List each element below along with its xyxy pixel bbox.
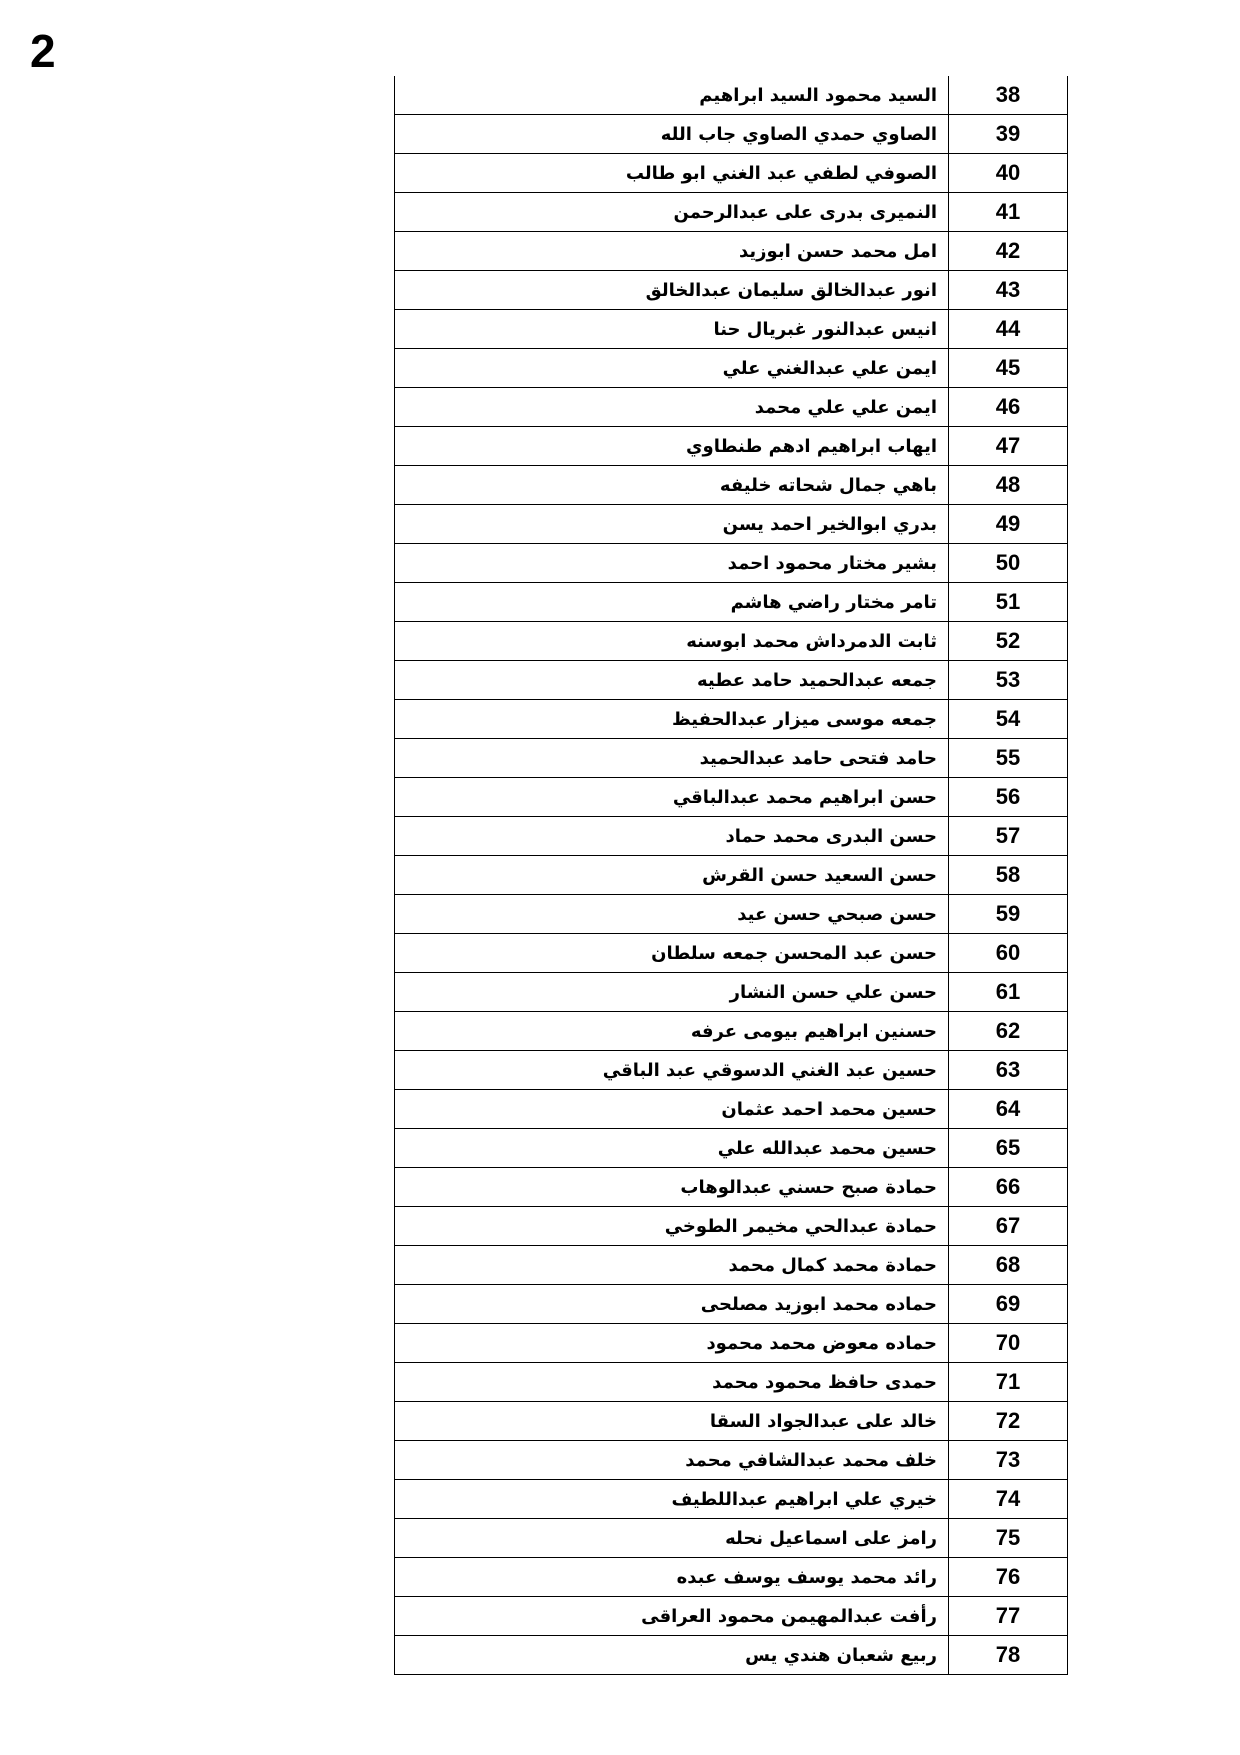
row-number-cell: 66: [949, 1168, 1068, 1207]
row-number-cell: 44: [949, 310, 1068, 349]
row-number-cell: 56: [949, 778, 1068, 817]
table-row: [395, 1090, 1068, 1129]
name-cell: حسنين ابراهيم بيومى عرفه: [395, 1012, 949, 1051]
name-cell: خلف محمد عبدالشافي محمد: [395, 1441, 949, 1480]
table-row: [395, 934, 1068, 973]
name-cell: النميرى بدرى على عبدالرحمن: [395, 193, 949, 232]
name-cell: انور عبدالخالق سليمان عبدالخالق: [395, 271, 949, 310]
table-row: [395, 505, 1068, 544]
name-cell: الصاوي حمدي الصاوي جاب الله: [395, 115, 949, 154]
name-cell: بدري ابوالخير احمد يسن: [395, 505, 949, 544]
row-number-cell: 67: [949, 1207, 1068, 1246]
name-cell: حسن علي حسن النشار: [395, 973, 949, 1012]
table-row: [395, 817, 1068, 856]
row-number-cell: 59: [949, 895, 1068, 934]
table-row: [395, 349, 1068, 388]
name-cell: حماده محمد ابوزيد مصلحى: [395, 1285, 949, 1324]
row-number-cell: 63: [949, 1051, 1068, 1090]
row-number-cell: 46: [949, 388, 1068, 427]
row-number-cell: 72: [949, 1402, 1068, 1441]
table-row: [395, 1636, 1068, 1675]
row-number-cell: 38: [949, 76, 1068, 115]
table-row: [395, 1519, 1068, 1558]
name-cell: حمادة محمد كمال محمد: [395, 1246, 949, 1285]
name-cell: حسين محمد احمد عثمان: [395, 1090, 949, 1129]
row-number-cell: 58: [949, 856, 1068, 895]
table-row: [395, 232, 1068, 271]
table-row: [395, 466, 1068, 505]
row-number-cell: 53: [949, 661, 1068, 700]
row-number-cell: 73: [949, 1441, 1068, 1480]
table-row: [395, 1324, 1068, 1363]
table-row: [395, 1246, 1068, 1285]
row-number-cell: 51: [949, 583, 1068, 622]
name-cell: حسين عبد الغني الدسوقي عبد الباقي: [395, 1051, 949, 1090]
row-number-cell: 47: [949, 427, 1068, 466]
name-cell: حمدى حافظ محمود محمد: [395, 1363, 949, 1402]
row-number-cell: 52: [949, 622, 1068, 661]
table-row: [395, 1558, 1068, 1597]
name-cell: جمعه عبدالحميد حامد عطيه: [395, 661, 949, 700]
row-number-cell: 61: [949, 973, 1068, 1012]
row-number-cell: 77: [949, 1597, 1068, 1636]
table-row: [395, 193, 1068, 232]
name-cell: السيد محمود السيد ابراهيم: [395, 76, 949, 115]
page-number: 2: [30, 25, 56, 77]
row-number-cell: 41: [949, 193, 1068, 232]
name-cell: ايهاب ابراهيم ادهم طنطاوي: [395, 427, 949, 466]
row-number-cell: 60: [949, 934, 1068, 973]
name-cell: حسين محمد عبدالله علي: [395, 1129, 949, 1168]
table-row: [395, 1441, 1068, 1480]
name-cell: حمادة عبدالحي مخيمر الطوخي: [395, 1207, 949, 1246]
name-cell: الصوفي لطفي عبد الغني ابو طالب: [395, 154, 949, 193]
name-cell: امل محمد حسن ابوزيد: [395, 232, 949, 271]
name-cell: خيري علي ابراهيم عبداللطيف: [395, 1480, 949, 1519]
row-number-cell: 54: [949, 700, 1068, 739]
row-number-cell: 75: [949, 1519, 1068, 1558]
name-cell: حسن عبد المحسن جمعه سلطان: [395, 934, 949, 973]
table-row: [395, 1285, 1068, 1324]
name-cell: خالد على عبدالجواد السقا: [395, 1402, 949, 1441]
table-row: [395, 154, 1068, 193]
row-number-cell: 74: [949, 1480, 1068, 1519]
name-cell: باهي جمال شحاته خليفه: [395, 466, 949, 505]
row-number-cell: 76: [949, 1558, 1068, 1597]
row-number-cell: 42: [949, 232, 1068, 271]
table-row: [395, 1363, 1068, 1402]
row-number-cell: 43: [949, 271, 1068, 310]
row-number-cell: 71: [949, 1363, 1068, 1402]
table-row: [395, 778, 1068, 817]
table-row: [395, 427, 1068, 466]
table-row: [395, 310, 1068, 349]
table-row: [395, 700, 1068, 739]
name-cell: حامد فتحى حامد عبدالحميد: [395, 739, 949, 778]
row-number-cell: 70: [949, 1324, 1068, 1363]
name-cell: حسن البدرى محمد حماد: [395, 817, 949, 856]
row-number-cell: 78: [949, 1636, 1068, 1675]
row-number-cell: 68: [949, 1246, 1068, 1285]
table-row: [395, 1597, 1068, 1636]
name-cell: ثابت الدمرداش محمد ابوسنه: [395, 622, 949, 661]
name-cell: رائد محمد يوسف يوسف عبده: [395, 1558, 949, 1597]
name-cell: حسن السعيد حسن القرش: [395, 856, 949, 895]
name-cell: ايمن علي عبدالغني علي: [395, 349, 949, 388]
table-row: [395, 622, 1068, 661]
table-row: [395, 1480, 1068, 1519]
table-row: [395, 1207, 1068, 1246]
row-number-cell: 55: [949, 739, 1068, 778]
roster-table: [394, 76, 1068, 1675]
row-number-cell: 62: [949, 1012, 1068, 1051]
table-row: [395, 973, 1068, 1012]
name-cell: حسن ابراهيم محمد عبدالباقي: [395, 778, 949, 817]
table-row: [395, 1168, 1068, 1207]
name-cell: تامر مختار راضي هاشم: [395, 583, 949, 622]
table-row: [395, 388, 1068, 427]
name-cell: ربيع شعبان هندي يس: [395, 1636, 949, 1675]
name-cell: بشير مختار محمود احمد: [395, 544, 949, 583]
row-number-cell: 69: [949, 1285, 1068, 1324]
name-cell: حمادة صبح حسني عبدالوهاب: [395, 1168, 949, 1207]
row-number-cell: 49: [949, 505, 1068, 544]
row-number-cell: 50: [949, 544, 1068, 583]
table-row: [395, 895, 1068, 934]
name-cell: ايمن علي علي محمد: [395, 388, 949, 427]
row-number-cell: 45: [949, 349, 1068, 388]
row-number-cell: 40: [949, 154, 1068, 193]
name-cell: رأفت عبدالمهيمن محمود العراقى: [395, 1597, 949, 1636]
name-cell: حسن صبحي حسن عيد: [395, 895, 949, 934]
table-row: [395, 1129, 1068, 1168]
row-number-cell: 57: [949, 817, 1068, 856]
table-row: [395, 1051, 1068, 1090]
table-row: [395, 583, 1068, 622]
table-row: [395, 739, 1068, 778]
row-number-cell: 48: [949, 466, 1068, 505]
table-row: [395, 544, 1068, 583]
name-cell: رامز على اسماعيل نحله: [395, 1519, 949, 1558]
table-row: [395, 1402, 1068, 1441]
name-cell: حماده معوض محمد محمود: [395, 1324, 949, 1363]
table-row: [395, 856, 1068, 895]
table-row: [395, 1012, 1068, 1051]
row-number-cell: 64: [949, 1090, 1068, 1129]
table-row: [395, 271, 1068, 310]
row-number-cell: 39: [949, 115, 1068, 154]
row-number-cell: 65: [949, 1129, 1068, 1168]
table-row: [395, 76, 1068, 115]
table-row: [395, 661, 1068, 700]
name-cell: جمعه موسى ميزار عبدالحفيظ: [395, 700, 949, 739]
roster-body: [395, 76, 1068, 1675]
name-cell: انيس عبدالنور غبريال حنا: [395, 310, 949, 349]
table-row: [395, 115, 1068, 154]
